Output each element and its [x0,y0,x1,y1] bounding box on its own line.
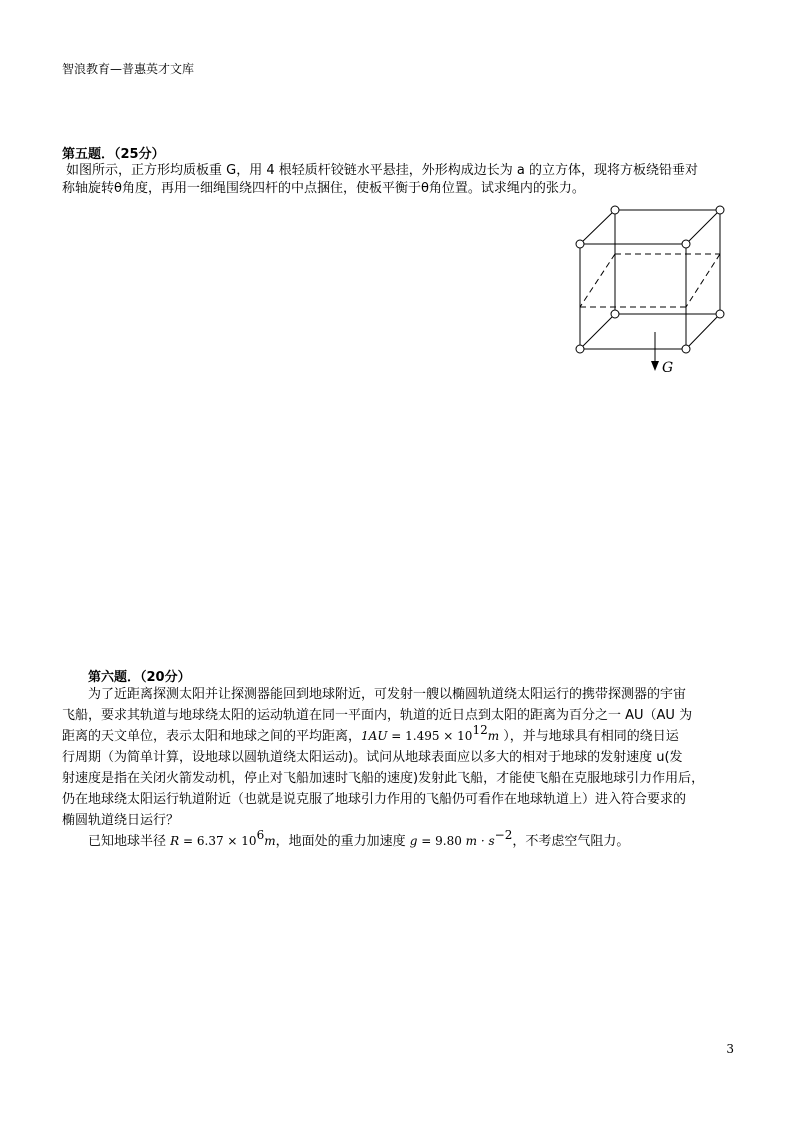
problem-6-line-3-tail: ），并与地球具有相同的绕日运 [499,729,679,744]
cube-edge [580,210,615,244]
gravity-equation-lhs: g [409,834,418,848]
hinge-joint [682,345,690,353]
au-equation-exponent: 12 [472,723,488,737]
problem-5-line-2: 称轴旋转θ角度，再用一细绳围绕四杆的中点捆住，使板平衡于θ角位置。试求绳内的张力。 [62,181,585,196]
au-equation-value: = 1.495 × 10 [387,729,473,743]
hinge-joint [611,206,619,214]
radius-equation-exponent: 6 [256,828,265,842]
radius-equation-lhs: R [170,834,180,848]
problem-5-line-1: 如图所示，正方形均质板重 G，用 4 根轻质杆铰链水平悬挂，外形构成边长为 a 的立方体，现将方板绕铅垂对 [66,163,698,178]
problem-6-line-3 [62,723,679,747]
problem-6-line-6: 仍在地球绕太阳运行轨道附近（也就是说克服了地球引力作用的飞船仍可看作在地球轨道上）进入符合要求的 [62,792,687,807]
hinge-joint [716,206,724,214]
problem-6-line-7: 椭圆轨道绕日运行？ [62,813,180,828]
problem-6-line-5: 射速度是指在关闭火箭发动机，停止对飞船加速时飞船的速度)发射此飞船，才能使飞船在克服地球引力作用后， [62,771,705,786]
au-equation-unit: m [487,729,500,743]
radius-equation-unit: m [264,834,276,848]
problem-6-line-1: 为了近距离探测太阳并让探测器能回到地球附近，可发射一艘以椭圆轨道绕太阳运行的携带探测器的宇宙 [88,687,687,702]
au-equation-lhs: 1AU [361,729,388,743]
force-label-g: G [662,360,674,376]
problem-6-line-8 [88,828,630,852]
gravity-equation-value: = 9.80 [417,834,466,848]
gravity-equation-unit: m · s [465,834,495,848]
hinge-joint [716,310,724,318]
cube-edge [686,314,720,349]
problem-6-line-8-tail: ，不考虑空气阻力。 [512,834,630,849]
document-header: 智浪教育—普惠英才文库 [62,62,195,76]
cube-edge [686,210,720,244]
hinge-joint [576,240,584,248]
force-arrow-head [651,361,659,371]
radius-prefix: 已知地球半径 [88,834,167,849]
page-number: 3 [726,1042,734,1056]
hinge-joint [611,310,619,318]
problem-6-line-3-head: 距离的天文单位，表示太阳和地球之间的平均距离， [62,729,362,744]
problem-6-line-2: 飞船，要求其轨道与地球绕太阳的运动轨道在同一平面内，轨道的近日点到太阳的距离为百分之一 AU（AU 为 [62,708,693,723]
plate-dashed-outline [580,254,720,307]
problem-6-title: 第六题．（20分） [88,670,191,685]
cube-edge [580,314,615,349]
cube-figure [570,200,735,380]
problem-6-line-4: 行周期（为简单计算，设地球以圆轨道绕太阳运动)。试问从地球表面应以多大的相对于地球的发射速度 u(发 [62,750,683,765]
hinge-joint [576,345,584,353]
gravity-equation-exponent: −2 [494,828,513,842]
hinge-joint [682,240,690,248]
gravity-prefix: ，地面处的重力加速度 [275,834,406,849]
radius-equation-value: = 6.37 × 10 [179,834,257,848]
problem-5-title: 第五题．（25分） [62,147,165,162]
